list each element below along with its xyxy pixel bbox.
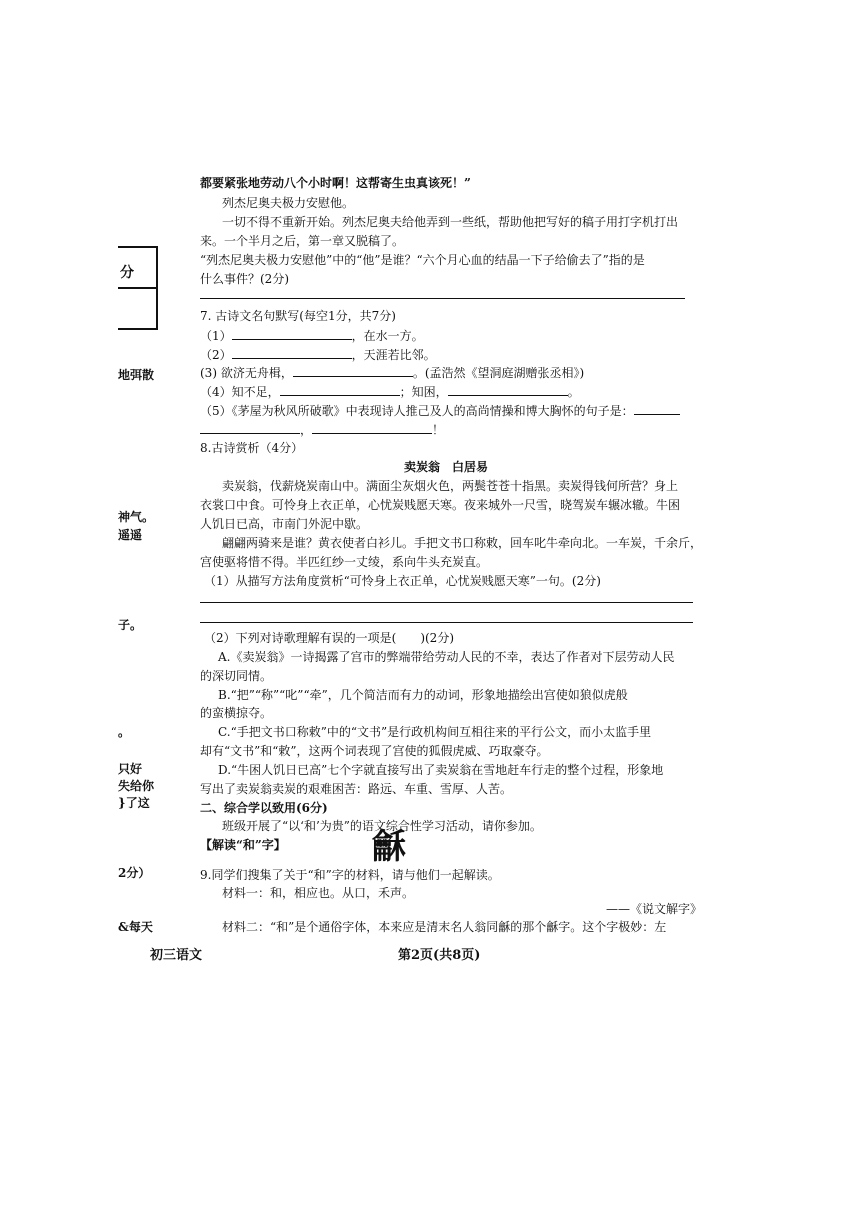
poem-line: 翩翩两骑来是谁？黄衣使者白衫儿。手把文书口称敕，回车叱牛牵向北。一车炭，千余斤， (222, 536, 703, 550)
material-two: 材料二：“和”是个通俗字体，本来应是清末名人翁同龢的那个龢字。这个字极妙：左 (222, 920, 667, 934)
material-one: 材料一：和，相应也。从口，禾声。 (222, 886, 415, 900)
margin-fragment: 分 (120, 265, 134, 281)
fill-item (200, 422, 444, 437)
story-line: 来。一个半月之后，第一章又脱稿了。 (200, 234, 405, 248)
margin-fragment: 地弭散 (118, 368, 155, 382)
fill-blank[interactable] (293, 365, 413, 377)
margin-fragment: 失给你 (118, 779, 155, 793)
section-heading: 二、综合学以致用(6分) (200, 801, 328, 815)
fill-item (200, 384, 580, 399)
option-d: D.“牛困人饥日已高”七个字就直接写出了卖炭翁在雪地赶车行走的整个过程，形象地 (218, 763, 664, 777)
margin-fragment: 子。 (118, 618, 143, 632)
item-text: ；知困， (399, 385, 448, 399)
footer-subject: 初三语文 (150, 948, 203, 963)
question-title: 9.同学们搜集了关于“和”字的材料，请与他们一起解读。 (200, 868, 500, 882)
margin-fragment: 2分） (118, 866, 151, 880)
fill-blank[interactable] (232, 347, 352, 359)
question-text: 什么事件？(2分) (200, 272, 289, 286)
item-text: 。 (567, 385, 580, 399)
sub-question: （2）下列对诗歌理解有误的一项是( )(2分) (204, 631, 454, 645)
margin-fragment: 。 (118, 725, 131, 739)
story-line: 都要紧张地劳动八个小时啊！这帮寄生虫真该死！” (200, 176, 471, 190)
sub-heading: 【解读“和”字】 (200, 838, 286, 852)
poem-name: 卖炭翁 (404, 460, 441, 474)
section-intro: 班级开展了“以‘和’为贵”的语文综合性学习活动，请你参加。 (222, 819, 542, 833)
story-line: 列杰尼奥夫极力安慰他。 (222, 196, 355, 210)
poem-line: 宫使驱将惜不得。半匹红纱一丈绫，系向牛头充炭直。 (200, 555, 489, 569)
item-number: （2） (200, 348, 232, 362)
option-d: 写出了卖炭翁卖炭的艰难困苦：路远、车重、雪厚、人苦。 (200, 782, 513, 796)
option-c: 却有“文书”和“敕”，这两个词表现了宫使的狐假虎威、巧取豪夺。 (200, 744, 549, 758)
item-text: ，天涯若比邻。 (351, 348, 436, 362)
question-title: 7. 古诗文名句默写(每空1分，共7分) (200, 309, 396, 323)
story-line: 一切不得不重新开始。列杰尼奥夫给他弄到一些纸，帮助他把写好的稿子用打字机打出 (222, 215, 679, 229)
footer-page: 第2页(共8页) (398, 948, 481, 963)
item-number: （1） (200, 329, 232, 343)
question-text: “列杰尼奥夫极力安慰他”中的“他”是谁？“六个月心血的结晶一下子给偷去了”指的是 (200, 253, 645, 267)
margin-fragment: }了这 (118, 796, 150, 810)
poem-title (404, 460, 488, 474)
seal-character: 龢 (372, 827, 406, 867)
fill-item (200, 403, 680, 418)
fill-blank[interactable] (200, 422, 300, 434)
item-text: (3) 欲济无舟楫， (200, 366, 293, 380)
answer-line[interactable] (200, 602, 693, 603)
item-text: （5）《茅屋为秋风所破歌》中表现诗人推己及人的高尚情操和博大胸怀的句子是： (200, 404, 634, 418)
option-a: A.《卖炭翁》一诗揭露了宫市的弊端带给劳动人民的不幸，表达了作者对下层劳动人民 (218, 650, 675, 664)
fill-item (200, 365, 584, 380)
option-b: 的蛮横掠夺。 (200, 706, 273, 720)
fill-blank[interactable] (448, 384, 568, 396)
margin-fragment: 神气。 (118, 510, 155, 524)
margin-fragment: 遥遥 (118, 528, 143, 542)
item-text: （4）知不足， (200, 385, 280, 399)
answer-line[interactable] (200, 298, 685, 299)
margin-fragment: &每天 (118, 920, 153, 934)
sub-question: （1）从描写方法角度赏析“可怜身上衣正单，心忧炭贱愿天寒”一句。(2分) (204, 574, 601, 588)
item-text: ！ (432, 423, 445, 437)
fill-item (200, 328, 424, 343)
question-title: 8.古诗赏析（4分） (200, 441, 304, 455)
poem-author: 白居易 (452, 460, 489, 474)
option-c: C.“手把文书口称敕”中的“文书”是行政机构间互相往来的平行公文，而小太监手里 (218, 725, 652, 739)
margin-fragment: 只好 (118, 762, 143, 776)
answer-line[interactable] (200, 622, 693, 623)
score-box-divider (118, 287, 156, 289)
poem-line: 衣裳口中食。可怜身上衣正单，心忧炭贱愿天寒。夜来城外一尺雪，晓驾炭车辗冰辙。牛困 (200, 498, 681, 512)
item-text: 。(孟浩然《望洞庭湖赠张丞相》) (412, 366, 585, 380)
item-text: ， (300, 423, 313, 437)
fill-blank[interactable] (634, 403, 680, 415)
fill-blank[interactable] (312, 422, 432, 434)
source-citation: ——《说文解字》 (606, 902, 703, 916)
item-text: ，在水一方。 (351, 329, 424, 343)
fill-item (200, 347, 436, 362)
fill-blank[interactable] (232, 328, 352, 340)
option-b: B.“把”“称”“叱”“牵”，几个简洁而有力的动词，形象地描绘出宫使如狼似虎般 (218, 688, 628, 702)
poem-line: 人饥日已高，市南门外泥中歇。 (200, 517, 369, 531)
fill-blank[interactable] (280, 384, 400, 396)
poem-line: 卖炭翁，伐薪烧炭南山中。满面尘灰烟火色，两鬓苍苍十指黑。卖炭得钱何所营？身上 (222, 479, 679, 493)
option-a: 的深切同情。 (200, 669, 273, 683)
